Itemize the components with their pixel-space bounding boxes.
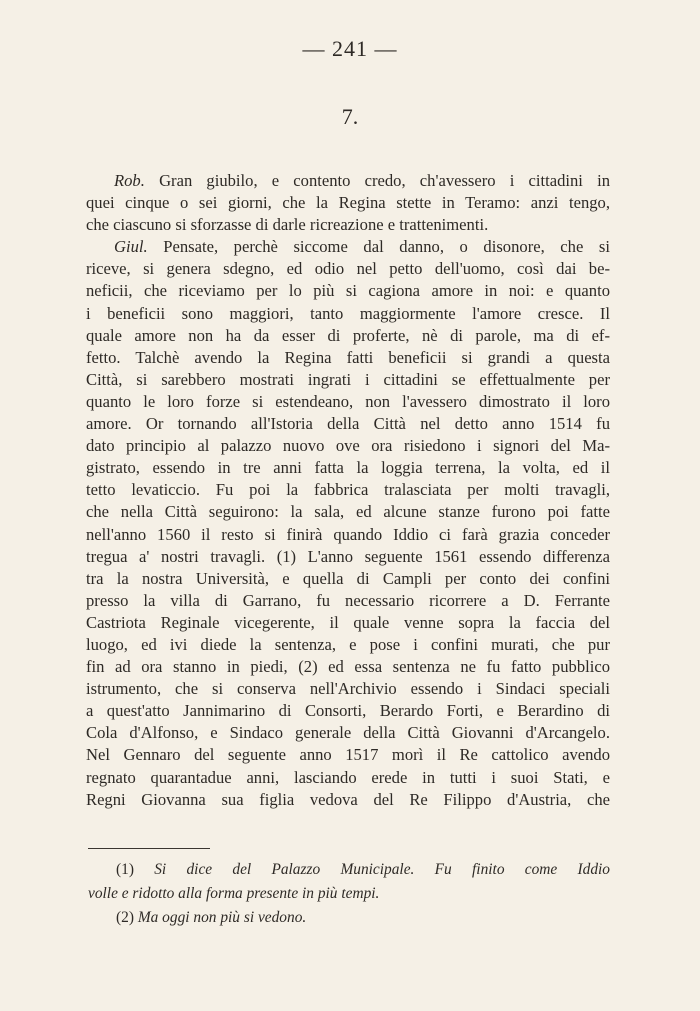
footnote-line: (1) Si dice del Palazzo Municipale. Fu finito come Iddio [116,861,610,878]
body-text [86,170,610,833]
footnote-marker: (1) [116,861,134,878]
text-line: luogo, ed ivi diede la sentenza, e pose i confini murati, che pur [86,634,610,654]
footnotes [88,858,610,930]
text-line [86,811,610,833]
text-line: amore. Or tornando all'Istoria della Città nel detto anno 1514 fu [86,414,610,434]
page-number: — 241 — [302,36,398,61]
text-line: tregua a' nostri travagli. (1) L'anno seguente 1561 essendo differenza [86,546,610,566]
text-line: presso la villa di Garrano, fu necessario ricorrere a D. Ferrante [86,590,610,610]
speaker-label: Rob. [114,171,145,190]
text-line: quei cinque o sei giorni, che la Regina stette in Teramo: anzi tengo, [86,193,610,213]
text-line: tra la nostra Università, e quella di Campli per conto dei confini [86,568,610,588]
text-line: gistrato, essendo in tre anni fatta la loggia terrena, la volta, ed il [86,458,610,478]
text-line: regnato quarantadue anni, lasciando erede in tutti i suoi Stati, e [86,767,610,787]
text-line: fin ad ora stanno in piedi, (2) ed essa sentenza ne fu fatto pubblico [86,657,610,677]
text-line: istrumento, che si conserva nell'Archivio essendo i Sindaci speciali [86,679,610,699]
speaker-label: Giul. [114,237,148,257]
text-line: dato principio al palazzo nuovo ove ora risiedono i signori del Ma- [86,436,610,456]
footnote-line: (2) Ma oggi non più si vedono. [116,909,307,926]
text-line: Regni Giovanna sua figlia vedova del Re Filippo d'Austria, che [86,789,610,809]
text-line: quanto le loro forze si estendeano, non l'avessero dimostrato il loro [86,391,610,411]
text-line: Città, si sarebbero mostrati ingrati i cittadini se effettualmente per [86,369,610,389]
text-line: riceve, si genera sdegno, ed odio nel petto dell'uomo, così dai be- [86,259,610,279]
text-line: Cola d'Alfonso, e Sindaco generale della Città Giovanni d'Arcangelo. [86,723,610,743]
text-line: neficii, che riceviamo per lo più si cagiona amore in noi: e quanto [86,281,610,301]
text-line: a quest'atto Jannimarino di Consorti, Berardo Forti, e Berardino di [86,701,610,721]
text-line: fetto. Talchè avendo la Regina fatti beneficii si grandi a questa [86,347,610,367]
text-line: i beneficii sono maggiori, tanto maggiormente l'amore cresce. Il [86,303,610,323]
text-line: che nella Città seguirono: la sala, ed alcune stanze furono poi fatte [86,502,610,522]
text-line: Castriota Reginale vicegerente, il quale venne sopra la faccia del [86,612,610,632]
text-line: Rob. Gran giubilo, e contento credo, ch'avessero i cittadini in [114,171,610,190]
text-line: tetto levaticcio. Fu poi la fabbrica tralasciata per molti travagli, [86,480,610,500]
footnote-line: volle e ridotto alla forma presente in più tempi. [88,885,380,902]
text-line: Giul. Pensate, perchè siccome dal danno, o disonore, che si [114,237,610,257]
text-line: Nel Gennaro del seguente anno 1517 morì il Re cattolico avendo [86,745,610,765]
text-line: che ciascuno si sforzasse di darle ricreazione e trattenimenti. [86,215,489,235]
text-line: quale amore non ha da esser di proferte, nè di parole, ma di ef- [86,325,610,345]
text-line: nell'anno 1560 il resto si finirà quando Iddio ci farà grazia conceder [86,524,610,544]
footnote-marker: (2) [116,909,134,926]
section-number: 7. [341,104,359,129]
footnote-divider [88,848,210,849]
